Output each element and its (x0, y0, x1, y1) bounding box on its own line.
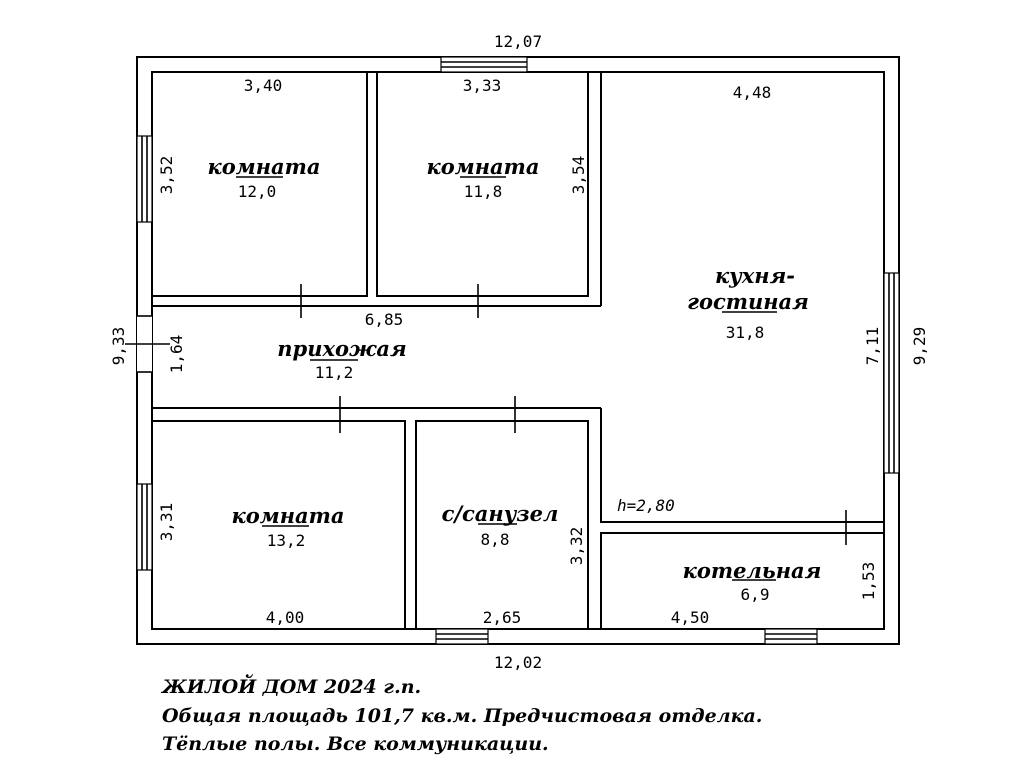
bedroom-3-area: 13,2 (266, 531, 306, 550)
dim-kitchen-height: 7,11 (863, 326, 882, 366)
hall-name: прихожая (277, 336, 407, 361)
caption-title: ЖИЛОЙ ДОМ 2024 г.п. (162, 676, 422, 698)
outer-wall-outer (137, 57, 899, 644)
dim-bedroom-2-height: 3,54 (569, 155, 588, 195)
window-left-lower (137, 484, 152, 570)
window-left-upper (137, 136, 152, 222)
door-bedroom-1 (272, 284, 330, 318)
caption-features: Тёплые полы. Все коммуникации. (162, 733, 549, 755)
dim-bathroom-height: 3,32 (567, 526, 586, 566)
dim-hall-height: 1,64 (167, 334, 186, 374)
dim-kitchen-width: 4,48 (732, 83, 772, 102)
window-right (884, 273, 899, 473)
door-bedroom-3 (314, 396, 366, 433)
bedroom-2-area: 11,8 (463, 182, 503, 201)
ceiling-height: h=2,80 (617, 496, 675, 515)
kitchen-name-line1: кухня- (714, 263, 796, 288)
hall-area: 11,2 (314, 363, 354, 382)
window-bottom-boiler (765, 629, 817, 644)
dim-overall-left: 9,33 (109, 326, 128, 366)
boiler-room-area: 6,9 (740, 585, 770, 604)
entrance-door (125, 316, 170, 372)
caption-total-area: Общая площадь 101,7 кв.м. Предчистовая отделка. (162, 705, 763, 727)
bedroom-1-area: 12,0 (237, 182, 277, 201)
bedroom-3-name: комната (231, 503, 345, 528)
dim-bathroom-width: 2,65 (482, 608, 522, 627)
dim-overall-right: 9,29 (910, 326, 929, 366)
door-boiler (820, 510, 872, 545)
kitchen-name-line2: гостиная (687, 289, 809, 314)
dim-hall-width: 6,85 (364, 310, 404, 329)
dim-overall-bottom: 12,02 (493, 653, 543, 672)
dim-bedroom-1-width: 3,40 (243, 76, 283, 95)
dim-overall-top: 12,07 (493, 32, 543, 51)
boiler-room-name: котельная (682, 558, 822, 583)
dim-bedroom-2-width: 3,33 (462, 76, 502, 95)
bedroom-1-name: комната (207, 154, 321, 179)
dim-boiler-width: 4,50 (670, 608, 710, 627)
bathroom-area: 8,8 (480, 530, 510, 549)
bathroom-name: с/санузел (441, 501, 559, 526)
kitchen-area: 31,8 (725, 323, 765, 342)
dim-bedroom-1-height: 3,52 (157, 155, 176, 195)
bedroom-2-name: комната (426, 154, 540, 179)
window-bottom-bath (436, 629, 488, 644)
dim-boiler-height: 1,53 (859, 561, 878, 601)
door-bathroom (489, 396, 541, 433)
dim-bedroom-3-width: 4,00 (265, 608, 305, 627)
window-top (441, 57, 527, 72)
dim-bedroom-3-height: 3,31 (157, 502, 176, 542)
door-bedroom-2 (449, 284, 507, 318)
